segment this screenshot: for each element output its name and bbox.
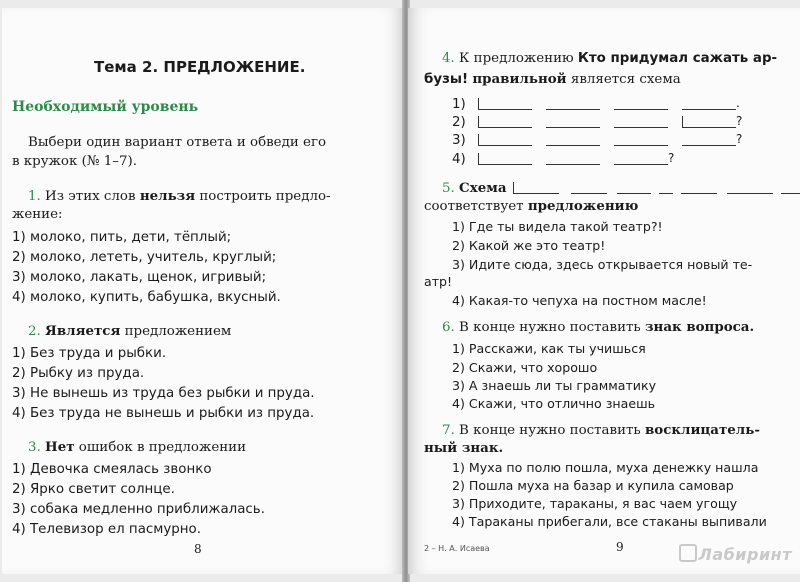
q4-label-2: 2) — [452, 115, 466, 130]
watermark-logo: Лабиринт — [679, 544, 792, 564]
question-7-cont: ный знак. — [424, 440, 504, 456]
q1-option-4: 4) молоко, купить, бабушка, вкусный. — [12, 290, 281, 305]
level-heading: Необходимый уровень — [12, 99, 199, 115]
question-4: 4. К предложению Кто придумал сажать ар- — [442, 51, 778, 66]
q5-option-4: 4) Какая-то чепуха на постном масле! — [452, 293, 707, 308]
instruction-line-2: в кружок (№ 1–7). — [12, 154, 137, 169]
question-1: 1. Из этих слов нельзя построить предло- — [28, 188, 331, 204]
question-4-cont: бузы! правильной является схема — [424, 71, 681, 87]
q7-option-1: 1) Муха по полю пошла, муха денежку нашла — [452, 460, 759, 475]
q7-option-3: 3) Приходите, тараканы, я вас чаем угощу — [452, 496, 738, 511]
question-2: 2. Является предложением — [28, 323, 232, 339]
q4-schema-4: ? — [478, 153, 748, 165]
q2-option-2: 2) Рыбку из пруда. — [12, 366, 145, 381]
q5-option-1: 1) Где ты видела такой театр?! — [452, 219, 663, 234]
q6-option-1: 1) Расскажи, как ты учишься — [452, 341, 646, 356]
q5-schema — [513, 182, 800, 194]
q4-schema-2: ? — [478, 116, 748, 128]
q1-option-2: 2) молоко, лететь, учитель, круглый; — [12, 250, 277, 265]
left-page — [2, 8, 404, 574]
page-number-left: 8 — [194, 542, 202, 556]
q6-option-4: 4) Скажи, что отлично знаешь — [452, 396, 656, 411]
q2-option-4: 4) Без труда не вынешь и рыбки из пруда. — [12, 406, 315, 421]
topic-title: Тема 2. ПРЕДЛОЖЕНИЕ. — [94, 58, 306, 76]
q1-option-3: 3) молоко, лакать, щенок, игривый; — [12, 270, 267, 285]
right-page — [408, 8, 800, 574]
question-3: 3. Нет ошибок в предложении — [28, 439, 247, 455]
q3-option-2: 2) Ярко светит солнце. — [12, 482, 175, 497]
question-5-cont: соответствует предложению — [424, 198, 639, 214]
q2-option-3: 3) Не вынешь из труда без рыбки и пруда. — [12, 386, 315, 401]
q5-option-2: 2) Какой же это театр! — [452, 238, 606, 253]
footer-note: 2 – Н. А. Исаева — [424, 544, 490, 553]
instruction-line-1: Выбери один вариант ответа и обведи его — [28, 135, 327, 150]
question-7: 7. В конце нужно поставить восклицатель- — [442, 422, 760, 438]
labyrinth-logo-icon — [679, 544, 697, 562]
question-6: 6. В конце нужно поставить знак вопроса. — [442, 319, 755, 335]
q4-schema-1: . — [478, 98, 748, 110]
q6-option-2: 2) Скажи, что хорошо — [452, 360, 598, 375]
question-1-cont: жение: — [12, 207, 63, 222]
page-number-right: 9 — [616, 540, 624, 554]
q3-option-3: 3) собака медленно приближалась. — [12, 502, 265, 517]
q7-option-2: 2) Пошла муха на базар и купила самовар — [452, 478, 734, 493]
q7-option-4: 4) Тараканы прибегали, все стаканы выпивали — [452, 514, 767, 529]
q4-schema-3: ? — [478, 134, 748, 146]
question-5: 5. Схема — [442, 180, 507, 196]
q4-label-1: 1) — [452, 97, 466, 112]
q3-option-1: 1) Девочка смеялась звонко — [12, 462, 212, 477]
q5-option-3: 3) Идите сюда, здесь открывается новый те- — [452, 257, 753, 272]
q2-option-1: 1) Без труда и рыбки. — [12, 346, 167, 361]
q6-option-3: 3) А знаешь ли ты грамматику — [452, 378, 657, 393]
q4-label-4: 4) — [452, 152, 466, 167]
q5-option-3-cont: атр! — [424, 274, 453, 289]
q4-label-3: 3) — [452, 133, 466, 148]
q1-option-1: 1) молоко, пить, дети, тёплый; — [12, 230, 232, 245]
q3-option-4: 4) Телевизор ел пасмурно. — [12, 522, 201, 537]
